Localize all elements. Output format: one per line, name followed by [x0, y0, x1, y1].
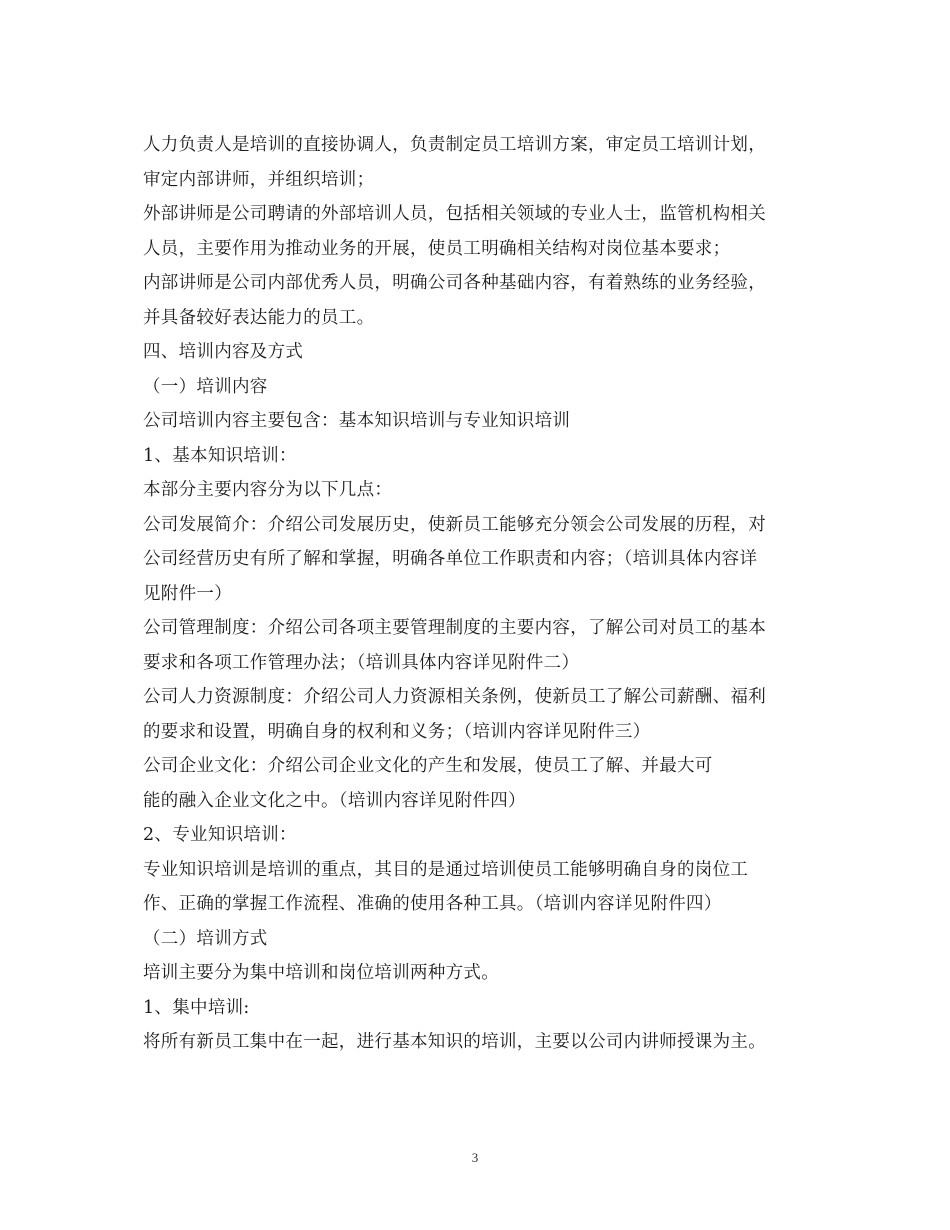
text-line: 并具备较好表达能力的员工。	[143, 307, 375, 328]
text-line: 人力负责人是培训的直接协调人，负责制定员工培训方案，审定员工培训计划，	[143, 135, 766, 155]
text-line: 人员，主要作用为推动业务的开展，使员工明确相关结构对岗位基本要求；	[143, 238, 731, 259]
text-line: 能的融入企业文化之中。（培训内容详见附件四）	[143, 790, 526, 811]
text-line: 外部讲师是公司聘请的外部培训人员，包括相关领域的专业人士，监管机构相关	[143, 204, 766, 224]
document-body	[143, 128, 815, 1060]
text-line: 公司经营历史有所了解和掌握，明确各单位工作职责和内容；（培训具体内容详	[143, 549, 758, 569]
text-line: 将所有新员工集中在一起，进行基本知识的培训，主要以公司内讲师授课为主。	[143, 1032, 766, 1052]
section-heading: 四、培训内容及方式	[143, 342, 304, 362]
text-line: 公司培训内容主要包含：基本知识培训与专业知识培训	[143, 411, 571, 431]
subsection-heading: （二）培训方式	[143, 928, 268, 949]
page-number: 3	[471, 1150, 479, 1165]
text-line: 要求和各项工作管理办法；（培训具体内容详见附件二）	[143, 652, 580, 673]
text-line: 培训主要分为集中培训和岗位培训两种方式。	[143, 963, 499, 983]
text-line: 见附件一）	[143, 583, 232, 604]
text-line: 公司企业文化：介绍公司企业文化的产生和发展，使员工了解、并最大可	[143, 756, 713, 776]
text-line: 公司人力资源制度：介绍公司人力资源相关条例，使新员工了解公司薪酬、福利	[143, 687, 766, 707]
text-line: 本部分主要内容分为以下几点：	[143, 480, 393, 500]
text-line: 公司管理制度：介绍公司各项主要管理制度的主要内容，了解公司对员工的基本	[143, 618, 766, 638]
text-line: 公司发展简介：介绍公司发展历史，使新员工能够充分领会公司发展的历程，对	[143, 514, 766, 535]
item-heading: 1、基本知识培训：	[143, 445, 297, 466]
text-line: 专业知识培训是培训的重点，其目的是通过培训使员工能够明确自身的岗位工	[143, 859, 749, 880]
subsection-heading: （一）培训内容	[143, 376, 268, 397]
text-line: 的要求和设置，明确自身的权利和义务；（培训内容详见附件三）	[143, 721, 651, 742]
text-line: 内部讲师是公司内部优秀人员，明确公司各种基础内容，有着熟练的业务经验，	[143, 273, 766, 293]
text-line: 作、正确的掌握工作流程、准确的使用各种工具。（培训内容详见附件四）	[143, 894, 722, 914]
text-line: 审定内部讲师，并组织培训；	[143, 169, 375, 190]
item-heading: 2、专业知识培训：	[143, 825, 297, 845]
item-heading: 1、集中培训:	[143, 997, 250, 1018]
